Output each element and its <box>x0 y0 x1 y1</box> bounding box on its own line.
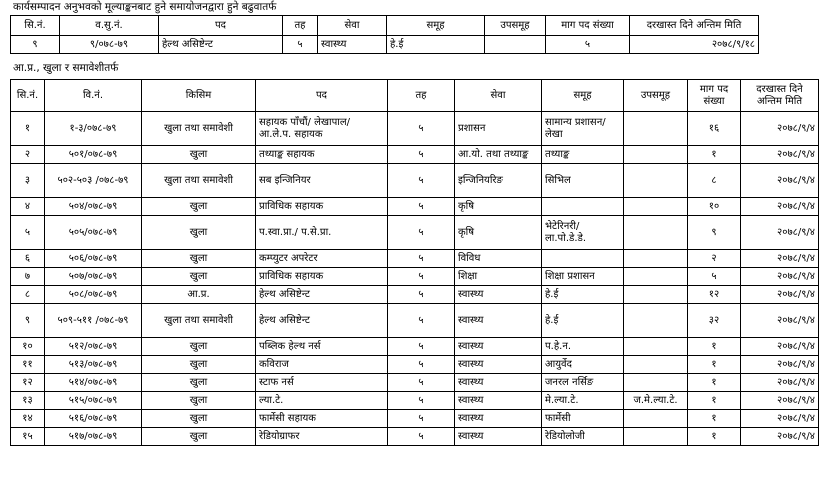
cell-level: ५ <box>388 164 455 198</box>
cell-demand: १ <box>688 392 741 410</box>
cell-vn: १-३/०७८-७९ <box>45 112 142 146</box>
cell-group: फार्मेसी <box>542 410 624 428</box>
cell-subgroup <box>624 428 688 446</box>
cell-demand: १ <box>688 374 741 392</box>
cell-post: हेल्थ असिष्टेन्ट <box>256 304 388 338</box>
cell-sn: २ <box>11 146 45 164</box>
cell-demand: १ <box>688 428 741 446</box>
cell-post: प.स्वा.प्रा./ प.से.प्रा. <box>256 216 388 250</box>
cell-post: कविराज <box>256 356 388 374</box>
cell-level: ५ <box>388 198 455 216</box>
table-row <box>11 250 819 268</box>
cell-group: हे.ई <box>387 36 485 54</box>
cell-type: खुला <box>142 428 256 446</box>
cell-vn: ५१३/०७८-७९ <box>45 356 142 374</box>
cell-service: प्रशासन <box>455 112 542 146</box>
cell-deadline: २०७८/९/४ <box>741 428 819 446</box>
cell-service: इन्जिनियरिङ <box>455 164 542 198</box>
cell-type: खुला तथा समावेशी <box>142 112 256 146</box>
cell-service: स्वास्थ्य <box>455 286 542 304</box>
cell-vn: ५१५/०७८-७९ <box>45 392 142 410</box>
cell-post: तथ्याङ्क सहायक <box>256 146 388 164</box>
cell-deadline: २०७८/९/४ <box>741 410 819 428</box>
table-row <box>11 268 819 286</box>
cell-demand: ५ <box>546 36 630 54</box>
cell-type: खुला <box>142 250 256 268</box>
cell-sn: ९ <box>11 304 45 338</box>
cell-deadline: २०७८/९/४ <box>741 268 819 286</box>
table-row <box>11 304 819 338</box>
cell-service: स्वास्थ्य <box>455 304 542 338</box>
cell-sn: १५ <box>11 428 45 446</box>
cell-level: ५ <box>388 216 455 250</box>
section2-title: आ.प्र., खुला र समावेशीतर्फ <box>13 62 119 74</box>
cell-demand: १ <box>688 338 741 356</box>
cell-post: रेडियोग्राफर <box>256 428 388 446</box>
col-header-deadline: दरखास्त दिने अन्तिम मिति <box>741 80 819 112</box>
cell-post: कम्प्युटर अपरेटर <box>256 250 388 268</box>
cell-subgroup <box>624 216 688 250</box>
cell-demand: ९ <box>688 216 741 250</box>
cell-group: मे.ल्या.टे. <box>542 392 624 410</box>
cell-subgroup: ज.मे.ल्या.टे. <box>624 392 688 410</box>
col-header-demand: माग पद संख्या <box>688 80 741 112</box>
cell-type: खुला <box>142 356 256 374</box>
cell-sn: ११ <box>11 356 45 374</box>
cell-level: ५ <box>388 304 455 338</box>
cell-service: स्वास्थ्य <box>455 428 542 446</box>
cell-post: ल्या.टे. <box>256 392 388 410</box>
cell-sn: ५ <box>11 216 45 250</box>
cell-service: स्वास्थ्य <box>455 356 542 374</box>
cell-deadline: २०७८/९/४ <box>741 304 819 338</box>
cell-level: ५ <box>388 338 455 356</box>
cell-post: हेल्थ असिष्टेन्ट <box>159 36 283 54</box>
table-row <box>11 392 819 410</box>
cell-subgroup <box>624 112 688 146</box>
cell-type: खुला <box>142 216 256 250</box>
cell-type: आ.प्र. <box>142 286 256 304</box>
cell-sn: ४ <box>11 198 45 216</box>
cell-demand: २ <box>688 250 741 268</box>
cell-type: खुला <box>142 338 256 356</box>
col-header-level: तह <box>283 16 318 36</box>
cell-vn: ५०७/०७८-७९ <box>45 268 142 286</box>
cell-vn: ५०४/०७८-७९ <box>45 198 142 216</box>
cell-sn: ७ <box>11 268 45 286</box>
cell-vn: ५०८/०७८-७९ <box>45 286 142 304</box>
cell-level: ५ <box>388 374 455 392</box>
cell-subgroup <box>624 164 688 198</box>
col-header-post: पद <box>256 80 388 112</box>
cell-level: ५ <box>388 112 455 146</box>
cell-subgroup <box>624 250 688 268</box>
cell-demand: १६ <box>688 112 741 146</box>
cell-type: खुला <box>142 198 256 216</box>
cell-type: खुला <box>142 410 256 428</box>
cell-sn: १ <box>11 112 45 146</box>
cell-service: स्वास्थ्य <box>455 374 542 392</box>
cell-service: कृषि <box>455 216 542 250</box>
cell-deadline: २०७८/९/४ <box>741 374 819 392</box>
cell-vn: ५०१/०७८-७९ <box>45 146 142 164</box>
cell-level: ५ <box>388 250 455 268</box>
cell-service: स्वास्थ्य <box>318 36 387 54</box>
cell-demand: १२ <box>688 286 741 304</box>
cell-level: ५ <box>388 286 455 304</box>
cell-vn: ५१४/०७८-७९ <box>45 374 142 392</box>
cell-type: खुला <box>142 146 256 164</box>
cell-subgroup <box>485 36 546 54</box>
col-header-sn: सि.नं. <box>11 16 60 36</box>
cell-group: सामान्य प्रशासन/लेखा <box>542 112 624 146</box>
table-row <box>11 36 759 54</box>
cell-group: प.हे.न. <box>542 338 624 356</box>
cell-vn: ५०५/०७८-७९ <box>45 216 142 250</box>
cell-group: हे.ई <box>542 286 624 304</box>
cell-service: स्वास्थ्य <box>455 338 542 356</box>
open-inclusive-table <box>10 79 819 446</box>
cell-sn: १३ <box>11 392 45 410</box>
cell-demand: १ <box>688 146 741 164</box>
cell-type: खुला <box>142 392 256 410</box>
col-header-post: पद <box>159 16 283 36</box>
col-header-level: तह <box>388 80 455 112</box>
cell-subgroup <box>624 304 688 338</box>
table-row <box>11 286 819 304</box>
cell-type: खुला तथा समावेशी <box>142 164 256 198</box>
table-row <box>11 164 819 198</box>
col-header-subgroup: उपसमूह <box>485 16 546 36</box>
col-header-sn: सि.नं. <box>11 80 45 112</box>
col-header-group: समूह <box>387 16 485 36</box>
cell-subgroup <box>624 410 688 428</box>
promotion-table-header <box>11 16 759 36</box>
cell-sn: ६ <box>11 250 45 268</box>
cell-demand: ८ <box>688 164 741 198</box>
cell-deadline: २०७८/९/४ <box>741 250 819 268</box>
cell-level: ५ <box>388 268 455 286</box>
cell-type: खुला तथा समावेशी <box>142 304 256 338</box>
cell-service: शिक्षा <box>455 268 542 286</box>
cell-demand: १० <box>688 198 741 216</box>
cell-subgroup <box>624 374 688 392</box>
cell-group: सिभिल <box>542 164 624 198</box>
table-row <box>11 410 819 428</box>
cell-level: ५ <box>283 36 318 54</box>
cell-subgroup <box>624 338 688 356</box>
cell-level: ५ <box>388 146 455 164</box>
cell-post: पब्लिक हेल्थ नर्स <box>256 338 388 356</box>
table-row <box>11 428 819 446</box>
cell-vn: ५०२-५०३ /०७८-७९ <box>45 164 142 198</box>
cell-level: ५ <box>388 356 455 374</box>
table-row <box>11 198 819 216</box>
col-header-vsn: व.सु.नं. <box>60 16 159 36</box>
cell-group: तथ्याङ्क <box>542 146 624 164</box>
cell-vn: ५१७/०७८-७९ <box>45 428 142 446</box>
cell-vn: ५१२/०७८-७९ <box>45 338 142 356</box>
cell-demand: १ <box>688 356 741 374</box>
cell-post: फार्मेसी सहायक <box>256 410 388 428</box>
open-inclusive-table-header <box>11 80 819 112</box>
cell-subgroup <box>624 198 688 216</box>
cell-group: शिक्षा प्रशासन <box>542 268 624 286</box>
cell-group: भेटेरिनरी/ ला.पो.डे.डे. <box>542 216 624 250</box>
cell-type: खुला <box>142 374 256 392</box>
cell-demand: ५ <box>688 268 741 286</box>
col-header-service: सेवा <box>318 16 387 36</box>
cell-vn: ५१६/०७८-७९ <box>45 410 142 428</box>
cell-service: कृषि <box>455 198 542 216</box>
cell-subgroup <box>624 146 688 164</box>
cell-deadline: २०७८/९/४ <box>741 338 819 356</box>
col-header-service: सेवा <box>455 80 542 112</box>
cell-group: जनरल नर्सिङ <box>542 374 624 392</box>
table-row <box>11 146 819 164</box>
cell-sn: ८ <box>11 286 45 304</box>
cell-group <box>542 250 624 268</box>
col-header-vn: वि.नं. <box>45 80 142 112</box>
cell-group <box>542 198 624 216</box>
table-row <box>11 374 819 392</box>
cell-vsn: ९/०७८-७९ <box>60 36 159 54</box>
section1-title: कार्यसम्पादन अनुभवको मूल्याङ्कनबाट हुने समायोजनद्वारा हुने बढुवातर्फ <box>13 1 277 13</box>
cell-vn: ५०६/०७८-७९ <box>45 250 142 268</box>
cell-post: प्राविधिक सहायक <box>256 268 388 286</box>
cell-level: ५ <box>388 392 455 410</box>
cell-post: सब इन्जिनियर <box>256 164 388 198</box>
cell-sn: ३ <box>11 164 45 198</box>
cell-sn: १० <box>11 338 45 356</box>
cell-deadline: २०७८/९/४ <box>741 146 819 164</box>
cell-service: स्वास्थ्य <box>455 392 542 410</box>
cell-vn: ५०९-५११ /०७८-७९ <box>45 304 142 338</box>
cell-deadline: २०७८/९/४ <box>741 216 819 250</box>
table-row <box>11 338 819 356</box>
promotion-table <box>10 15 759 54</box>
cell-sn: १२ <box>11 374 45 392</box>
table-row <box>11 216 819 250</box>
cell-level: ५ <box>388 410 455 428</box>
cell-post: हेल्थ असिष्टेन्ट <box>256 286 388 304</box>
col-header-subgroup: उपसमूह <box>624 80 688 112</box>
cell-deadline: २०७८/९/४ <box>741 112 819 146</box>
col-header-group: समूह <box>542 80 624 112</box>
cell-subgroup <box>624 286 688 304</box>
cell-demand: ३२ <box>688 304 741 338</box>
cell-subgroup <box>624 268 688 286</box>
cell-sn: १४ <box>11 410 45 428</box>
cell-deadline: २०७८/९/४ <box>741 392 819 410</box>
cell-deadline: २०७८/९/१८ <box>630 36 759 54</box>
cell-deadline: २०७८/९/४ <box>741 164 819 198</box>
table-row <box>11 356 819 374</box>
cell-deadline: २०७८/९/४ <box>741 356 819 374</box>
cell-level: ५ <box>388 428 455 446</box>
cell-post: स्टाफ नर्स <box>256 374 388 392</box>
cell-demand: १ <box>688 410 741 428</box>
cell-service: स्वास्थ्य <box>455 410 542 428</box>
open-inclusive-table-body <box>11 112 819 446</box>
col-header-deadline: दरखास्त दिने अन्तिम मिति <box>630 16 759 36</box>
cell-group: हे.ई <box>542 304 624 338</box>
cell-group: आयुर्वेद <box>542 356 624 374</box>
cell-subgroup <box>624 356 688 374</box>
col-header-type: किसिम <box>142 80 256 112</box>
cell-type: खुला <box>142 268 256 286</box>
cell-service: आ.यो. तथा तथ्याङ्क <box>455 146 542 164</box>
cell-deadline: २०७८/९/४ <box>741 198 819 216</box>
cell-sn: ९ <box>11 36 60 54</box>
col-header-demand: माग पद संख्या <box>546 16 630 36</box>
cell-group: रेडियोलोजी <box>542 428 624 446</box>
cell-post: सहायक पाँचौं/ लेखापाल/ आ.ले.प. सहायक <box>256 112 388 146</box>
cell-service: विविध <box>455 250 542 268</box>
cell-post: प्राविधिक सहायक <box>256 198 388 216</box>
table-row <box>11 112 819 146</box>
cell-deadline: २०७८/९/४ <box>741 286 819 304</box>
